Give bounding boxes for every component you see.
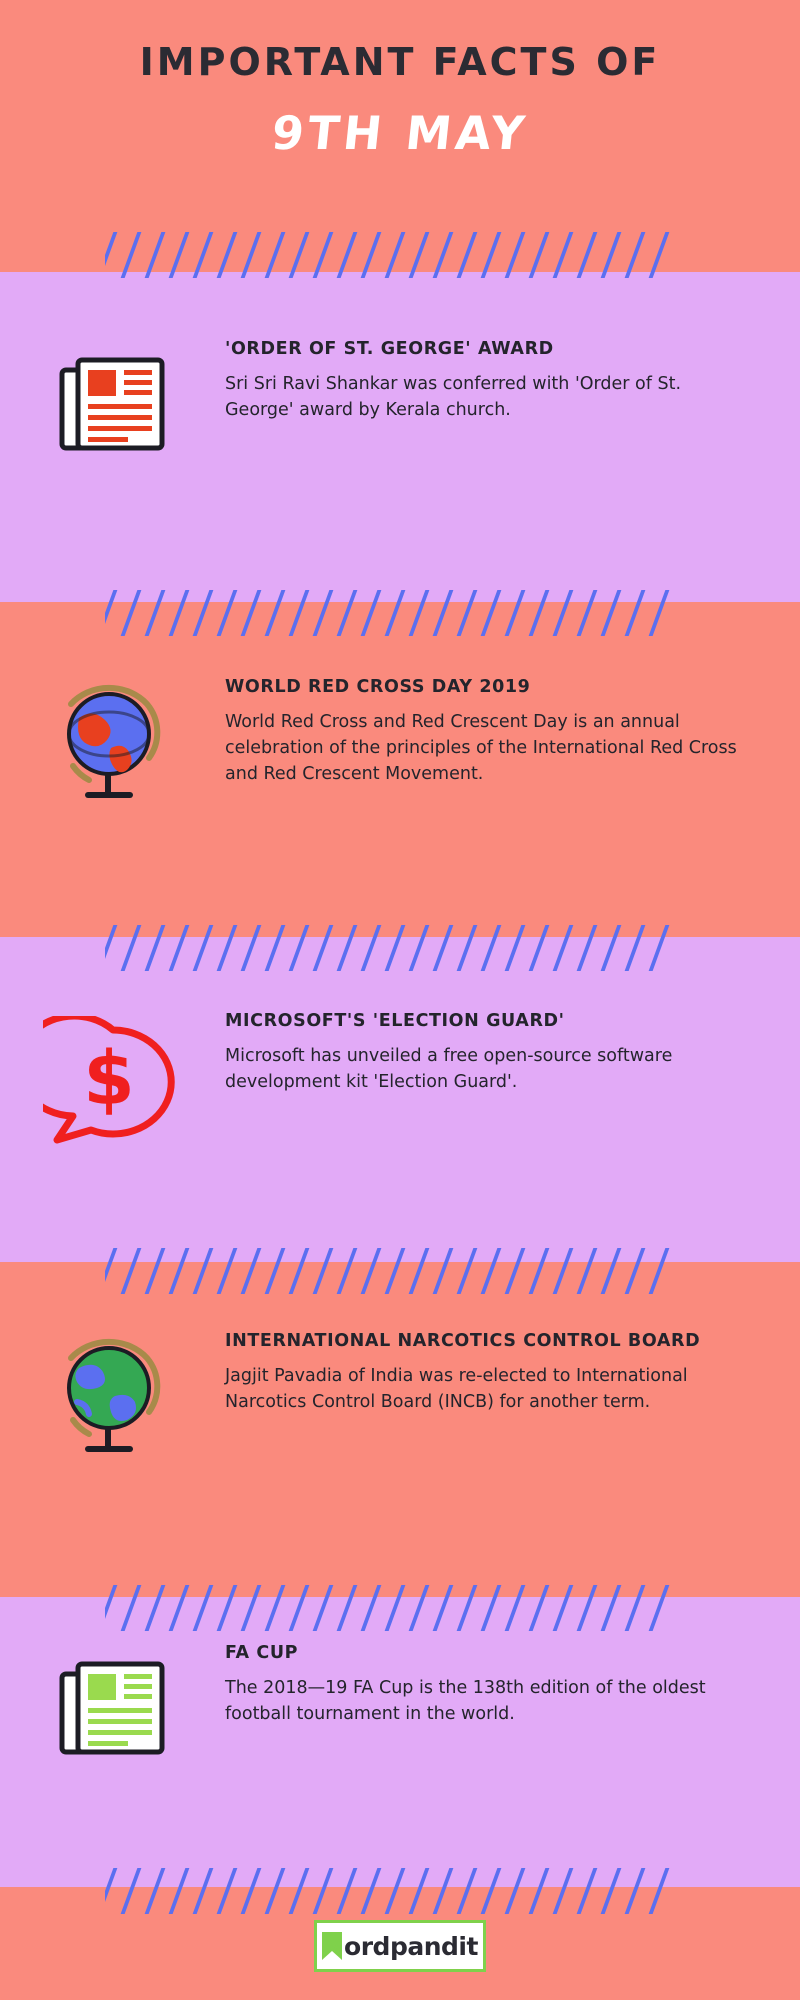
hatch-stripe bbox=[359, 1248, 383, 1294]
hatch-stripe bbox=[455, 1868, 479, 1914]
hatch-stripe bbox=[287, 232, 311, 278]
hatch-stripe bbox=[119, 590, 143, 636]
hatch-stripe bbox=[407, 1868, 431, 1914]
hatch-stripe bbox=[239, 925, 263, 971]
item-title: FA CUP bbox=[225, 1643, 299, 1663]
hatch-stripe bbox=[599, 925, 623, 971]
hatch-stripe bbox=[599, 1585, 623, 1631]
hatch-stripe bbox=[335, 1248, 359, 1294]
hatch-stripe bbox=[431, 590, 455, 636]
hatch-stripe bbox=[167, 1868, 191, 1914]
hatch-stripe bbox=[383, 590, 407, 636]
hatch-stripe bbox=[383, 1248, 407, 1294]
item-title: 'ORDER OF ST. GEORGE' AWARD bbox=[225, 339, 554, 359]
hatch-stripe bbox=[623, 925, 647, 971]
page-title-line-1: IMPORTANT FACTS OF bbox=[139, 40, 661, 84]
hatch-stripe bbox=[287, 1248, 311, 1294]
hatch-stripe bbox=[287, 1585, 311, 1631]
hatch-stripe bbox=[359, 925, 383, 971]
hatch-stripe bbox=[527, 1585, 551, 1631]
hatch-stripe bbox=[263, 232, 287, 278]
hatch-stripe bbox=[311, 1248, 335, 1294]
item-body: World Red Cross and Red Crescent Day is an annual celebration of the principles of the International Red Cross and Red Crescent Movement. bbox=[225, 711, 737, 785]
item-body: Jagjit Pavadia of India was re-elected to International Narcotics Control Board (INCB) for another term. bbox=[225, 1365, 688, 1412]
hatch-stripe bbox=[335, 232, 359, 278]
hatch-stripe bbox=[479, 1868, 503, 1914]
hatch-stripe bbox=[455, 925, 479, 971]
hatch-stripe bbox=[359, 1585, 383, 1631]
text-cell bbox=[225, 1642, 770, 1727]
hatch-stripe bbox=[215, 925, 239, 971]
icon-cell bbox=[0, 676, 225, 815]
hatch-stripe bbox=[551, 232, 575, 278]
hatch-stripe bbox=[623, 232, 647, 278]
hatch-stripe bbox=[479, 590, 503, 636]
hatch-stripe bbox=[143, 1868, 167, 1914]
fact-item bbox=[0, 1330, 800, 1469]
icon-cell bbox=[0, 1330, 225, 1469]
hatch-stripe bbox=[143, 590, 167, 636]
hatch-stripe bbox=[455, 1248, 479, 1294]
hatch-stripe bbox=[383, 1585, 407, 1631]
hatch-stripe bbox=[191, 1585, 215, 1631]
hatch-stripe bbox=[143, 925, 167, 971]
hatch-stripe bbox=[623, 1585, 647, 1631]
hatch-stripe bbox=[527, 1868, 551, 1914]
hatch-stripe bbox=[479, 1248, 503, 1294]
hatch-stripe bbox=[383, 1868, 407, 1914]
hatch-stripe bbox=[311, 925, 335, 971]
hatch-stripe bbox=[527, 925, 551, 971]
text-cell bbox=[225, 1010, 770, 1095]
hatch-stripe bbox=[105, 590, 119, 636]
hatch-stripe bbox=[551, 925, 575, 971]
item-body: Microsoft has unveiled a free open-source software development kit 'Election Guard'. bbox=[225, 1045, 673, 1092]
hatch-stripe bbox=[359, 1868, 383, 1914]
item-title: MICROSOFT'S 'ELECTION GUARD' bbox=[225, 1011, 565, 1031]
fact-item bbox=[0, 338, 800, 467]
hatch-stripe bbox=[431, 232, 455, 278]
globe-icon bbox=[49, 682, 177, 815]
hatch-stripe bbox=[647, 232, 671, 278]
hatch-stripe bbox=[167, 1585, 191, 1631]
hatch-stripe bbox=[167, 925, 191, 971]
hatch-stripe bbox=[263, 590, 287, 636]
hatch-stripe bbox=[311, 1585, 335, 1631]
hatch-stripe bbox=[191, 1248, 215, 1294]
hatch-stripe bbox=[215, 1248, 239, 1294]
icon-cell bbox=[0, 1010, 225, 1161]
hatch-divider bbox=[105, 1248, 680, 1294]
hatch-stripe bbox=[479, 232, 503, 278]
icon-cell bbox=[0, 338, 225, 467]
newspaper-icon bbox=[54, 344, 172, 467]
hatch-stripe bbox=[119, 1585, 143, 1631]
fact-item bbox=[0, 676, 800, 815]
hatch-stripe bbox=[599, 1248, 623, 1294]
hatch-stripe bbox=[503, 590, 527, 636]
hatch-stripe bbox=[359, 590, 383, 636]
hatch-stripe bbox=[551, 1868, 575, 1914]
dollar-speech-bubble-icon bbox=[43, 1016, 183, 1161]
hatch-stripe bbox=[407, 1585, 431, 1631]
hatch-divider bbox=[105, 925, 680, 971]
hatch-stripe bbox=[383, 925, 407, 971]
hatch-stripe bbox=[143, 1248, 167, 1294]
hatch-stripe bbox=[455, 1585, 479, 1631]
hatch-stripe bbox=[359, 232, 383, 278]
hatch-stripe bbox=[287, 1868, 311, 1914]
hatch-stripe bbox=[551, 1248, 575, 1294]
item-body: Sri Sri Ravi Shankar was conferred with 'Order of St. George' award by Kerala church. bbox=[225, 373, 682, 420]
svg-text:$: $ bbox=[82, 1036, 135, 1122]
hatch-stripe bbox=[167, 232, 191, 278]
item-body: The 2018—19 FA Cup is the 138th edition of the oldest football tournament in the world. bbox=[225, 1677, 706, 1724]
hatch-stripe bbox=[263, 1868, 287, 1914]
globe-icon bbox=[49, 1336, 177, 1469]
hatch-stripe bbox=[383, 232, 407, 278]
hatch-stripe bbox=[407, 232, 431, 278]
hatch-stripe bbox=[119, 1248, 143, 1294]
fact-item bbox=[0, 1642, 800, 1771]
text-cell bbox=[225, 676, 770, 787]
hatch-stripe bbox=[551, 1585, 575, 1631]
hatch-stripe bbox=[431, 1248, 455, 1294]
hatch-stripe bbox=[215, 1585, 239, 1631]
hatch-stripe bbox=[105, 1585, 119, 1631]
hatch-stripe bbox=[105, 925, 119, 971]
hatch-stripe bbox=[575, 590, 599, 636]
hatch-stripe bbox=[647, 925, 671, 971]
hatch-stripe bbox=[647, 1585, 671, 1631]
hatch-stripe bbox=[551, 590, 575, 636]
hatch-stripe bbox=[191, 1868, 215, 1914]
hatch-stripe bbox=[335, 1868, 359, 1914]
hatch-stripe bbox=[431, 925, 455, 971]
hatch-stripe bbox=[647, 1868, 671, 1914]
wordpandit-logo[interactable] bbox=[314, 1920, 486, 1972]
logo-mark-icon bbox=[322, 1932, 342, 1960]
hatch-stripe bbox=[119, 925, 143, 971]
hatch-stripe bbox=[239, 590, 263, 636]
hatch-stripe bbox=[311, 232, 335, 278]
hatch-stripe bbox=[191, 925, 215, 971]
hatch-stripe bbox=[431, 1868, 455, 1914]
hatch-stripe bbox=[335, 925, 359, 971]
hatch-stripe bbox=[647, 1248, 671, 1294]
hatch-stripe bbox=[503, 1868, 527, 1914]
hatch-stripe bbox=[599, 1868, 623, 1914]
hatch-stripe bbox=[431, 1585, 455, 1631]
hatch-stripe bbox=[503, 925, 527, 971]
hatch-stripe bbox=[575, 1868, 599, 1914]
hatch-stripe bbox=[263, 1248, 287, 1294]
hatch-stripe bbox=[119, 1868, 143, 1914]
hatch-stripe bbox=[215, 1868, 239, 1914]
hatch-stripe bbox=[575, 1585, 599, 1631]
hatch-stripe bbox=[191, 590, 215, 636]
hatch-stripe bbox=[479, 1585, 503, 1631]
item-title: WORLD RED CROSS DAY 2019 bbox=[225, 677, 531, 697]
hatch-stripe bbox=[623, 1868, 647, 1914]
hatch-stripe bbox=[455, 232, 479, 278]
hatch-stripe bbox=[623, 1248, 647, 1294]
hatch-stripe bbox=[239, 1868, 263, 1914]
hatch-stripe bbox=[215, 232, 239, 278]
hatch-stripe bbox=[167, 590, 191, 636]
hatch-stripe bbox=[503, 1585, 527, 1631]
fact-item bbox=[0, 1010, 800, 1161]
hatch-stripe bbox=[647, 590, 671, 636]
hatch-divider bbox=[105, 1585, 680, 1631]
hatch-stripe bbox=[575, 1248, 599, 1294]
hatch-stripe bbox=[239, 232, 263, 278]
hatch-stripe bbox=[191, 232, 215, 278]
hatch-stripe bbox=[105, 232, 119, 278]
hatch-stripe bbox=[335, 1585, 359, 1631]
hatch-stripe bbox=[143, 1585, 167, 1631]
hatch-stripe bbox=[311, 590, 335, 636]
hatch-stripe bbox=[287, 590, 311, 636]
hatch-stripe bbox=[287, 925, 311, 971]
hatch-divider bbox=[105, 590, 680, 636]
hatch-stripe bbox=[503, 1248, 527, 1294]
hatch-stripe bbox=[575, 232, 599, 278]
item-title: INTERNATIONAL NARCOTICS CONTROL BOARD bbox=[225, 1331, 701, 1351]
hatch-stripe bbox=[503, 232, 527, 278]
hatch-stripe bbox=[599, 232, 623, 278]
hatch-stripe bbox=[575, 925, 599, 971]
hatch-stripe bbox=[263, 925, 287, 971]
hatch-stripe bbox=[239, 1248, 263, 1294]
hatch-divider bbox=[105, 232, 680, 278]
hatch-stripe bbox=[407, 590, 431, 636]
hatch-stripe bbox=[263, 1585, 287, 1631]
hatch-stripe bbox=[599, 590, 623, 636]
icon-cell bbox=[0, 1642, 225, 1771]
logo-text: ordpandit bbox=[344, 1931, 478, 1961]
hatch-stripe bbox=[527, 1248, 551, 1294]
hatch-stripe bbox=[119, 232, 143, 278]
newspaper-icon bbox=[54, 1648, 172, 1771]
hatch-stripe bbox=[527, 232, 551, 278]
hatch-stripe bbox=[105, 1248, 119, 1294]
hatch-stripe bbox=[105, 1868, 119, 1914]
hatch-stripe bbox=[311, 1868, 335, 1914]
hatch-stripe bbox=[455, 590, 479, 636]
text-cell bbox=[225, 338, 770, 423]
hatch-stripe bbox=[479, 925, 503, 971]
hatch-stripe bbox=[167, 1248, 191, 1294]
text-cell bbox=[225, 1330, 770, 1415]
hatch-divider bbox=[105, 1868, 680, 1914]
page-title-line-2: 9TH MAY bbox=[269, 106, 531, 160]
hatch-stripe bbox=[623, 590, 647, 636]
hatch-stripe bbox=[215, 590, 239, 636]
hatch-stripe bbox=[143, 232, 167, 278]
hatch-stripe bbox=[407, 1248, 431, 1294]
hatch-stripe bbox=[335, 590, 359, 636]
hatch-stripe bbox=[239, 1585, 263, 1631]
hatch-stripe bbox=[407, 925, 431, 971]
hatch-stripe bbox=[527, 590, 551, 636]
